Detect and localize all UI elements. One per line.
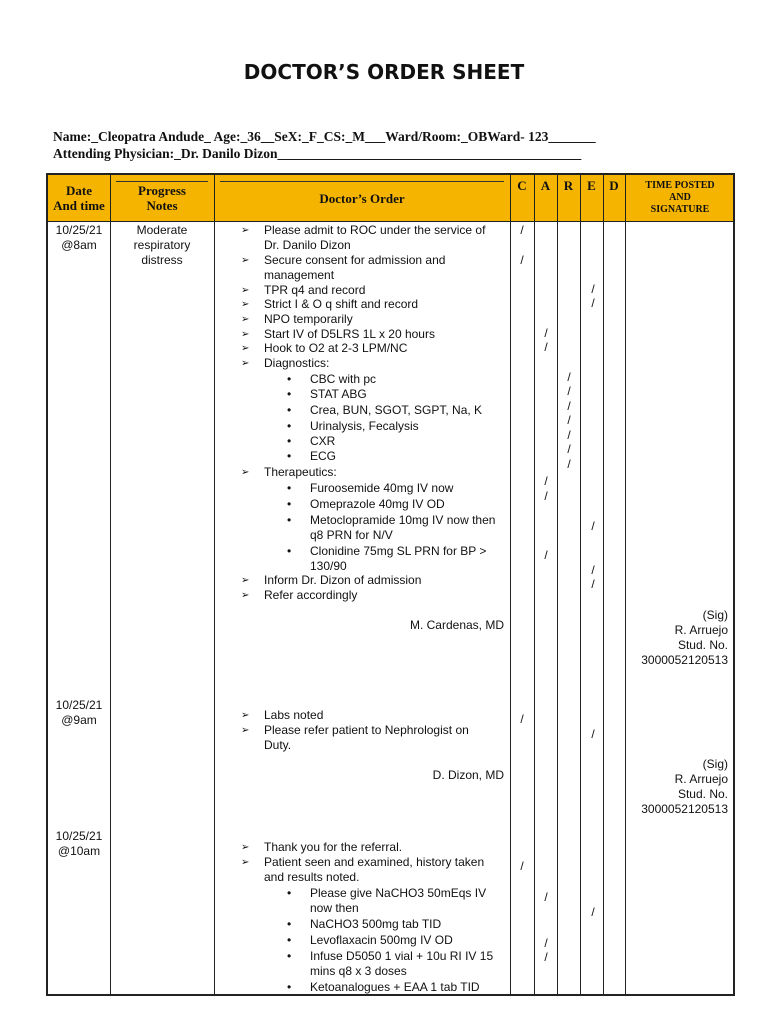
signature-line: R. Arruejo [674,623,728,637]
order-line: Please admit to ROC under the service of [264,223,486,237]
check-mark: / [591,519,595,533]
check-mark: / [567,457,571,471]
order-line: Please refer patient to Nephrologist on [264,723,469,737]
progress-note: Moderate [136,223,188,237]
dot-bullet: • [287,449,292,463]
check-mark: / [567,413,571,427]
dot-bullet: • [287,544,292,558]
check-mark: / [567,370,571,384]
order-line: Omeprazole 40mg IV OD [310,497,445,511]
signed-by: M. Cardenas, MD [409,618,504,632]
check-mark: / [567,399,571,413]
dot-bullet: • [287,513,292,527]
check-mark: / [544,474,548,488]
order-line: Ketoanalogues + EAA 1 tab TID [310,980,480,994]
header-a: A [540,178,551,193]
check-mark: / [544,890,548,904]
order-line: CXR [310,434,336,448]
order-sheet-table [46,173,735,996]
arrow-bullet: ➢ [241,299,250,310]
order-line: Thank you for the referral. [264,840,403,854]
arrow-bullet: ➢ [241,467,250,478]
check-mark: / [591,727,595,741]
order-line: Patient seen and examined, history taken [264,855,485,869]
arrow-bullet: ➢ [241,857,250,868]
check-mark: / [544,548,548,562]
order-line: Metoclopramide 10mg IV now then [310,513,496,527]
order-line: STAT ABG [310,387,367,401]
dot-bullet: • [287,403,292,417]
arrow-bullet: ➢ [241,314,250,325]
order-line: Diagnostics: [264,356,330,370]
dot-bullet: • [287,497,292,511]
order-line: Secure consent for admission and [264,253,446,267]
check-mark: / [591,296,595,310]
dot-bullet: • [287,481,292,495]
order-line: Dr. Danilo Dizon [264,238,351,252]
arrow-bullet: ➢ [241,710,250,721]
order-line: 130/90 [310,559,347,573]
attending-physician-line: Attending Physician:_Dr. Danilo Dizon_____________________________________________ [53,146,582,161]
header-c: C [517,178,527,193]
order-line: CBC with pc [310,372,377,386]
progress-note: distress [141,253,183,267]
arrow-bullet: ➢ [241,255,250,266]
check-mark: / [567,428,571,442]
arrow-bullet: ➢ [241,285,250,296]
patient-info-line: Name:_Cleopatra Andude_ Age:_36__SeX:_F_CS:_M___Ward/Room:_OBWard- 123_______ [53,129,596,144]
order-line: Refer accordingly [264,588,358,602]
order-line: Labs noted [264,708,324,722]
progress-note: respiratory [133,238,191,252]
page-title: DOCTOR’S ORDER SHEET [243,60,525,84]
arrow-bullet: ➢ [241,590,250,601]
order-line: Start IV of D5LRS 1L x 20 hours [264,327,435,341]
order-line: q8 PRN for N/V [310,528,393,542]
order-line: Therapeutics: [264,465,337,479]
check-mark: / [544,489,548,503]
signature-line: Stud. No. [677,638,728,652]
check-mark: / [544,326,548,340]
entry-date: 10/25/21 [55,829,103,843]
header-doctors-order: Doctor’s Order [214,175,510,221]
order-line: Levoflaxacin 500mg IV OD [310,933,453,947]
order-line: TPR q4 and record [264,283,366,297]
dot-bullet: • [287,434,292,448]
order-line: Please give NaCHO3 50mEqs IV [310,886,487,900]
dot-bullet: • [287,387,292,401]
order-line: Inform Dr. Dizon of admission [264,573,422,587]
entry-date: 10/25/21 [55,698,103,712]
order-line: ECG [310,449,337,463]
arrow-bullet: ➢ [241,343,250,354]
signature-line: (Sig) [702,757,728,771]
entry-time: @9am [61,713,97,727]
check-mark: / [591,282,595,296]
entry-time: @8am [61,238,97,252]
check-mark: / [520,859,524,873]
entry-date: 10/25/21 [55,223,103,237]
order-line: Strict I & O q shift and record [264,297,419,311]
check-mark: / [544,340,548,354]
dot-bullet: • [287,917,292,931]
check-mark: / [567,384,571,398]
dot-bullet: • [287,949,292,963]
arrow-bullet: ➢ [241,358,250,369]
check-mark: / [520,712,524,726]
dot-bullet: • [287,419,292,433]
signature-line: 3000052120513 [641,802,728,816]
dot-bullet: • [287,933,292,947]
check-mark: / [520,223,524,237]
signed-by: D. Dizon, MD [432,768,504,782]
signature-line: (Sig) [702,608,728,622]
order-line: Furoosemide 40mg IV now [310,481,454,495]
check-mark: / [591,563,595,577]
dot-bullet: • [287,980,292,994]
order-line: NPO temporarily [264,312,353,326]
order-line: Hook to O2 at 2-3 LPM/NC [264,341,408,355]
order-line: Urinalysis, Fecalysis [310,419,419,433]
order-line: Duty. [264,738,292,752]
signature-line: 3000052120513 [641,653,728,667]
order-line: NaCHO3 500mg tab TID [310,917,442,931]
arrow-bullet: ➢ [241,842,250,853]
order-line: now then [310,901,359,915]
signature-line: R. Arruejo [674,772,728,786]
header-time-posted: TIME POSTED AND SIGNATURE [645,180,715,215]
check-mark: / [520,253,524,267]
header-progress-notes: Progress Notes [110,175,214,221]
signature-line: Stud. No. [677,787,728,801]
arrow-bullet: ➢ [241,225,250,236]
order-line: management [264,268,335,282]
dot-bullet: • [287,886,292,900]
order-line: Crea, BUN, SGOT, SGPT, Na, K [310,403,483,417]
check-mark: / [591,577,595,591]
header-r: R [563,178,574,193]
header-e: E [587,178,596,193]
order-line: and results noted. [264,870,360,884]
arrow-bullet: ➢ [241,725,250,736]
entry-time: @10am [57,844,101,858]
check-mark: / [567,442,571,456]
dot-bullet: • [287,372,292,386]
arrow-bullet: ➢ [241,575,250,586]
check-mark: / [591,905,595,919]
header-date: Date And time [53,183,105,213]
order-line: Infuse D5050 1 vial + 10u RI IV 15 [310,949,494,963]
check-mark: / [544,950,548,964]
table-header-row [48,175,733,222]
check-mark: / [544,936,548,950]
arrow-bullet: ➢ [241,329,250,340]
header-d: D [609,178,619,193]
order-line: Clonidine 75mg SL PRN for BP > [310,544,487,558]
order-line: mins q8 x 3 doses [310,964,407,978]
